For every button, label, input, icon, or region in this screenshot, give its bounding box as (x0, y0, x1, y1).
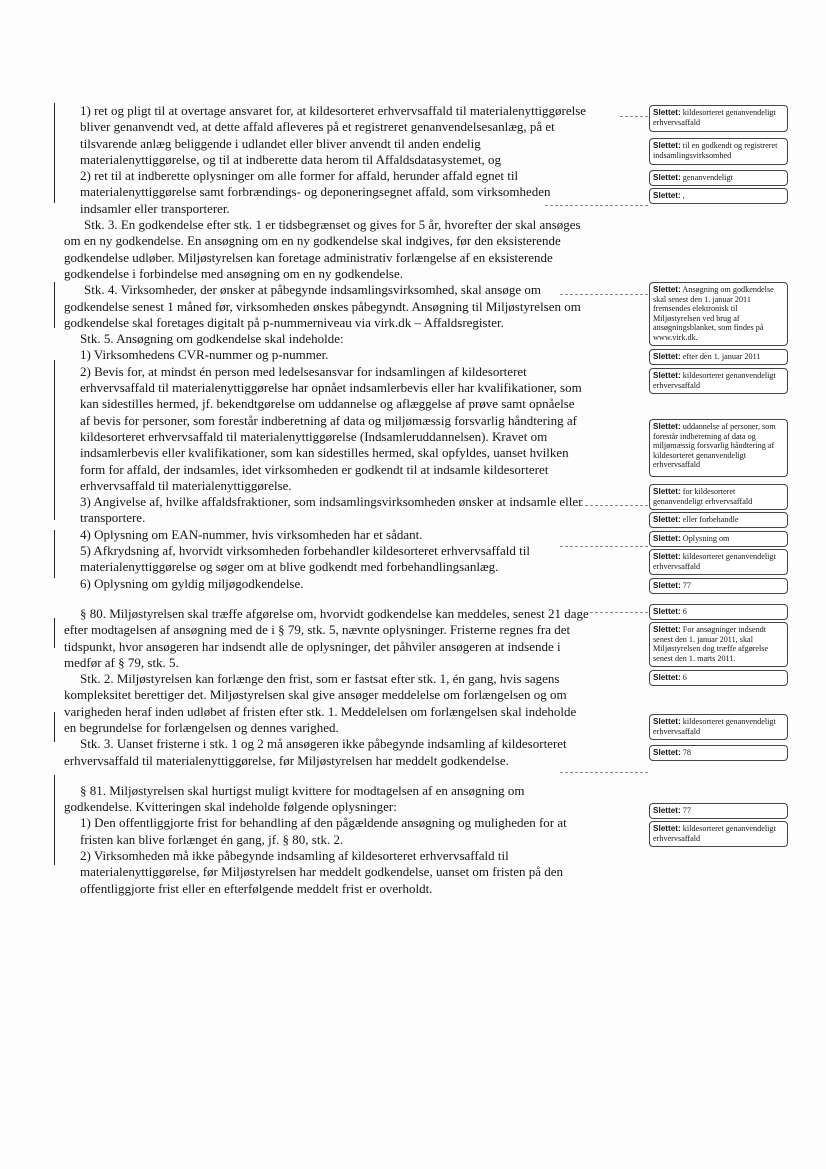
text-line: 2) ret til at indberette oplysninger om alle former for affald, herunder affald egnet til (80, 168, 519, 184)
text-line: erhvervsaffald til materialenyttiggørelse. (80, 477, 292, 493)
paragraph-gap (64, 592, 624, 606)
paragraph-gap (64, 769, 624, 783)
text-line: 3) Angivelse af, hvilke affaldsfraktioner, som indsamlingsvirksomheden ønsker at indsamle eller (80, 494, 583, 510)
comment-leader (620, 116, 648, 117)
comment-balloon[interactable]: Slettet: 77 (649, 803, 788, 819)
text-line: om en ny godkendelse. En ansøgning om en ny godkendelse skal indgives, før den eksisterende (64, 233, 561, 249)
comment-balloon[interactable]: Slettet: efter den 1. januar 2011 (649, 349, 788, 365)
change-bar (54, 618, 55, 648)
comment-balloon[interactable]: Slettet: til en godkendt og registreret indsamlingsvirksomhed (649, 138, 788, 165)
text-line: 1) ret og pligt til at overtage ansvaret for, at kildesorteret erhvervsaffald til materialenyttiggørelse (80, 103, 587, 118)
text-line: transportere. (80, 510, 146, 526)
text-line: indsamler eller transporterer. (80, 200, 230, 216)
text-line: indsamlerbevis eller kvalifikationer, som kan sidestilles hermed, skal opfyldes, uanset hvilken (80, 445, 569, 461)
comment-balloon[interactable]: Slettet: kildesorteret genanvendeligt erhvervsaffald (649, 549, 788, 575)
change-bar (54, 103, 55, 203)
comment-balloon[interactable]: Slettet: 77 (649, 578, 788, 594)
text-line: godkendelse senest 1 måned før, virksomheden ønskes påbegyndt. Ansøgning til Miljøstyrelsen om (64, 298, 581, 314)
text-line: kompleksitet berettiger det. Miljøstyrelsen skal give ansøger meddelelse om forlængelsen og om (64, 687, 567, 703)
comment-balloon[interactable]: Slettet: 6 (649, 604, 788, 620)
text-line: Stk. 5. Ansøgning om godkendelse skal indeholde: (80, 331, 344, 347)
text-line: form for affald, der indsamles, idet virksomheden er godkendt til at indsamle kildesorteret (80, 461, 549, 477)
text-line: 6) Oplysning om gyldig miljøgodkendelse. (80, 575, 304, 591)
comment-leader (570, 505, 648, 506)
change-bar (54, 712, 55, 742)
comment-leader (590, 612, 648, 613)
text-line: tidspunkt, hvor ansøgeren har indsendt alle de oplysninger, det påhviler ansøgeren at indsende i (64, 638, 561, 654)
comment-balloon[interactable]: Slettet: eller forbehandle (649, 512, 788, 528)
comment-balloon[interactable]: Slettet: Ansøgning om godkendelse skal senest den 1. januar 2011 fremsendes elektronisk til Miljøstyrelsen ved brug af ansøgningsblanket, som findes på www.virk.dk. (649, 282, 788, 346)
change-bar (54, 360, 55, 520)
change-bar (54, 775, 55, 865)
text-line: Stk. 4. Virksomheder, der ønsker at påbegynde indsamlingsvirksomhed, skal ansøge om (84, 282, 541, 298)
comment-balloon[interactable]: Slettet: kildesorteret genanvendeligt erhvervsaffald (649, 714, 788, 740)
text-line: godkendelse i forbindelse med ansøgning om en ny godkendelse. (64, 265, 404, 281)
body-text (64, 103, 624, 897)
comment-leader (560, 772, 648, 773)
comment-balloon[interactable]: Slettet: 6 (649, 670, 788, 686)
text-line: 1) Virksomhedens CVR-nummer og p-nummer. (80, 347, 329, 363)
text-line: offentliggjorte frist eller en efterfølgende meddelt frist er overholdt. (80, 880, 433, 896)
change-bar (54, 282, 55, 328)
text-line: 2) Virksomheden må ikke påbegynde indsamling af kildesorteret erhvervsaffald til (80, 848, 509, 864)
comment-balloon[interactable]: Slettet: kildesorteret genanvendeligt erhvervsaffald (649, 368, 788, 394)
text-line: Stk. 3. Uanset fristerne i stk. 1 og 2 må ansøgeren ikke påbegynde indsamling af kildesorteret (80, 736, 567, 752)
comment-leader (545, 205, 648, 206)
text-line: kan sidestilles hermed, jf. bekendtgørelse om uddannelse og aflæggelse af prøve samt opnåelse (80, 396, 575, 412)
text-line: 5) Afkrydsning af, hvorvidt virksomheden forbehandler kildesorteret erhvervsaffald til (80, 543, 530, 559)
text-line: tilsvarende anlæg beliggende i udlandet eller bliver anvendt til anden endelig (80, 135, 481, 151)
text-line: varigheden heraf inden udløbet af fristen efter stk. 1. Meddelelsen om forlængelsen skal indeholde (64, 703, 577, 719)
text-line: erhvervsaffald til materialenyttiggørelse har opnået indsamlerbevis eller har kvalifikationer, som (80, 380, 582, 396)
comment-balloon[interactable]: Slettet: 78 (649, 745, 788, 761)
comment-balloon[interactable]: Slettet: , (649, 188, 788, 204)
text-line: efter modtagelsen af ansøgning med de i § 79, stk. 5, nævnte oplysninger. Fristerne regnes fra det (64, 622, 571, 638)
text-line: godkendelse. Kvitteringen skal indeholde følgende oplysninger: (64, 799, 397, 815)
text-line: af bevis for personer, som forestår indberetning af data og miljømæssig forsvarlig håndtering af (80, 412, 577, 428)
comment-balloon[interactable]: Slettet: for kildesorteret genanvendeligt erhvervsaffald (649, 484, 788, 510)
text-line: § 80. Miljøstyrelsen skal træffe afgørelse om, hvorvidt godkendelse kan meddeles, senest 21 dage (80, 605, 589, 621)
comment-balloon[interactable]: Slettet: kildesorteret genanvendeligt erhvervsaffald (649, 821, 788, 847)
text-line: Stk. 2. Miljøstyrelsen kan forlænge den frist, som er fastsat efter stk. 1, én gang, hvis sagens (80, 671, 560, 687)
text-line: medfør af § 79, stk. 5. (64, 654, 179, 670)
comment-balloon[interactable]: Slettet: uddannelse af personer, som forestår indberetning af data og miljømæssig forsvarlig håndtering af kildesorteret genanvendeligt erhvervsaffald (649, 419, 788, 477)
text-line: 2) Bevis for, at mindst én person med ledelsesansvar for indsamlingen af kildesorteret (80, 363, 527, 379)
change-bar (54, 530, 55, 578)
text-line: Stk. 3. En godkendelse efter stk. 1 er tidsbegrænset og gives for 5 år, hvorefter der skal ansøges (84, 217, 581, 233)
text-line: materialenyttiggørelse, før Miljøstyrelsen har meddelt godkendelse, uanset om fristen på den (80, 864, 564, 880)
text-line: materialenyttiggørelse samt forbrændings- og deponeringsegnet affald, som virksomheden (80, 184, 551, 200)
text-line: kildesorteret erhvervsaffald til materialenyttiggørelse (Indsamleruddannelsen). Kravet om (80, 428, 548, 444)
comment-balloon[interactable]: Slettet: For ansøgninger indsendt senest den 1. januar 2011, skal Miljøstyrelsen dog træffe afgørelse senest den 1. marts 2011. (649, 622, 788, 667)
text-line: godkendelse skal foretages digitalt på p-nummerniveau via virk.dk – Affaldsregister. (64, 314, 504, 330)
comment-balloon[interactable]: Slettet: genanvendeligt (649, 170, 788, 186)
comment-leader (560, 546, 648, 547)
text-line: § 81. Miljøstyrelsen skal hurtigst muligt kvittere for modtagelsen af en ansøgning om (80, 782, 525, 798)
comment-balloon[interactable]: Slettet: Oplysning om (649, 531, 788, 547)
text-line: bliver genanvendt ved, at dette affald afleveres på et registreret genanvendelsesanlæg, på et (80, 119, 555, 135)
comment-balloon[interactable]: Slettet: kildesorteret genanvendeligt erhvervsaffald (649, 105, 788, 132)
text-line: materialenyttiggørelse, og til at indberette data herom til Affaldsdatasystemet, og (80, 151, 502, 167)
text-line: 1) Den offentliggjorte frist for behandling af den pågældende ansøgning og muligheden for at (80, 815, 567, 831)
text-line: en begrundelse for forlængelsen og dennes varighed. (64, 719, 339, 735)
text-line: fristen kan blive forlænget én gang, jf. § 80, stk. 2. (80, 831, 344, 847)
text-line: erhvervsaffald til materialenyttiggørelse, før Miljøstyrelsen har meddelt godkendelse. (64, 752, 509, 768)
text-line: godkendelse udløber. Miljøstyrelsen kan foretage administrativ forlængelse af en eksisterende (64, 249, 553, 265)
comment-leader (560, 294, 648, 295)
text-line: 4) Oplysning om EAN-nummer, hvis virksomheden har et sådant. (80, 526, 423, 542)
text-line: materialenyttiggørelse og søger om at blive godkendt med forbehandlingsanlæg. (80, 559, 499, 575)
